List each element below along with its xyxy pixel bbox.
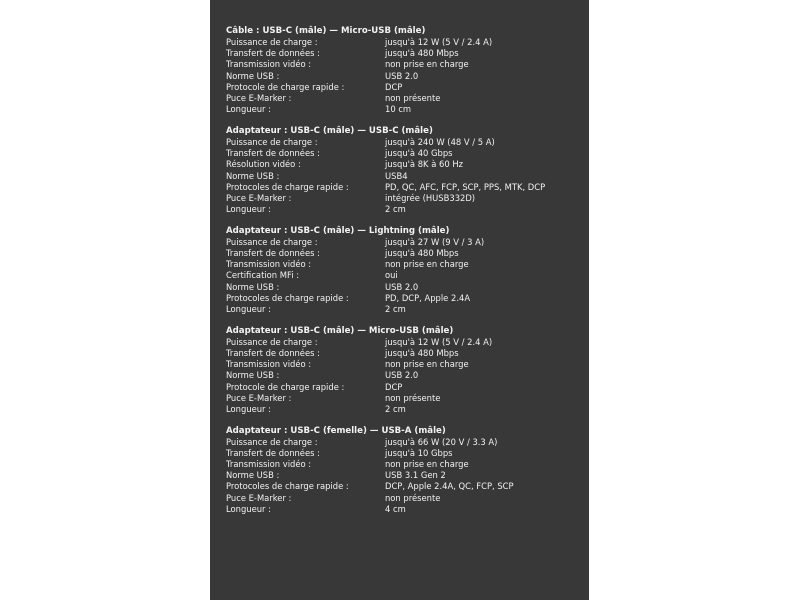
spec-row xyxy=(226,248,581,259)
spec-value: non prise en charge xyxy=(385,459,469,470)
spec-label: Transmission vidéo : xyxy=(226,459,312,470)
spec-row xyxy=(226,459,581,470)
spec-row xyxy=(226,393,581,404)
spec-row xyxy=(226,359,581,370)
spec-label: Longueur : xyxy=(226,203,271,214)
spec-row xyxy=(226,259,581,270)
spec-value: jusqu'à 480 Mbps xyxy=(385,248,459,259)
spec-label: Norme USB : xyxy=(226,370,280,381)
spec-label: Puce E-Marker : xyxy=(226,392,292,403)
spec-value: USB4 xyxy=(385,170,408,181)
section-title: Adaptateur : USB-C (femelle) — USB-A (mâle) xyxy=(226,425,446,436)
spec-row xyxy=(226,270,581,281)
spec-row xyxy=(226,304,581,315)
spec-value: jusqu'à 12 W (5 V / 2.4 A) xyxy=(385,337,493,348)
spec-row xyxy=(226,71,581,82)
spec-label: Protocoles de charge rapide : xyxy=(226,181,349,192)
spec-section xyxy=(226,126,581,215)
spec-row xyxy=(226,382,581,393)
spec-label: Protocoles de charge rapide : xyxy=(226,481,349,492)
spec-value: jusqu'à 240 W (48 V / 5 A) xyxy=(385,137,495,148)
spec-row xyxy=(226,48,581,59)
spec-value: USB 2.0 xyxy=(385,370,419,381)
spec-row xyxy=(226,470,581,481)
spec-section xyxy=(226,326,581,415)
spec-value: non prise en charge xyxy=(385,359,469,370)
spec-value: DCP xyxy=(385,81,403,92)
spec-value: 2 cm xyxy=(385,403,406,414)
spec-label: Puce E-Marker : xyxy=(226,192,292,203)
spec-value: DCP xyxy=(385,381,403,392)
spec-row xyxy=(226,193,581,204)
spec-value: jusqu'à 40 Gbps xyxy=(385,148,453,159)
spec-row xyxy=(226,59,581,70)
spec-label: Puissance de charge : xyxy=(226,337,318,348)
spec-row xyxy=(226,293,581,304)
spec-row xyxy=(226,404,581,415)
spec-label: Longueur : xyxy=(226,303,271,314)
spec-label: Norme USB : xyxy=(226,70,280,81)
spec-row xyxy=(226,159,581,170)
spec-row xyxy=(226,171,581,182)
spec-label: Transmission vidéo : xyxy=(226,259,312,270)
spec-label: Transfert de données : xyxy=(226,48,320,59)
spec-row xyxy=(226,104,581,115)
spec-value: jusqu'à 480 Mbps xyxy=(385,48,459,59)
spec-row xyxy=(226,237,581,248)
spec-value: non présente xyxy=(385,92,441,103)
spec-label: Puissance de charge : xyxy=(226,237,318,248)
spec-row xyxy=(226,493,581,504)
spec-value: 10 cm xyxy=(385,103,412,114)
spec-value: jusqu'à 27 W (9 V / 3 A) xyxy=(385,237,485,248)
spec-row xyxy=(226,504,581,515)
spec-section xyxy=(226,426,581,515)
spec-row xyxy=(226,348,581,359)
spec-value: PD, QC, AFC, FCP, SCP, PPS, MTK, DCP xyxy=(385,181,546,192)
spec-row xyxy=(226,82,581,93)
spec-value: DCP, Apple 2.4A, QC, FCP, SCP xyxy=(385,481,514,492)
spec-value: USB 2.0 xyxy=(385,70,419,81)
spec-label: Longueur : xyxy=(226,103,271,114)
spec-value: non prise en charge xyxy=(385,259,469,270)
spec-label: Longueur : xyxy=(226,503,271,514)
section-title: Adaptateur : USB-C (mâle) — USB-C (mâle) xyxy=(226,125,433,136)
spec-label: Transmission vidéo : xyxy=(226,59,312,70)
spec-label: Transfert de données : xyxy=(226,148,320,159)
spec-row xyxy=(226,448,581,459)
spec-row xyxy=(226,93,581,104)
spec-row xyxy=(226,437,581,448)
spec-value: jusqu'à 8K à 60 Hz xyxy=(385,159,464,170)
spec-label: Certification MFi : xyxy=(226,270,300,281)
spec-label: Puissance de charge : xyxy=(226,137,318,148)
spec-section xyxy=(226,226,581,315)
spec-label: Protocoles de charge rapide : xyxy=(226,292,349,303)
spec-row xyxy=(226,370,581,381)
spec-list xyxy=(226,26,581,526)
spec-value: non présente xyxy=(385,492,441,503)
spec-value: USB 2.0 xyxy=(385,281,419,292)
spec-row xyxy=(226,481,581,492)
spec-row xyxy=(226,148,581,159)
spec-value: 2 cm xyxy=(385,303,406,314)
spec-label: Puce E-Marker : xyxy=(226,492,292,503)
spec-label: Transfert de données : xyxy=(226,448,320,459)
spec-row xyxy=(226,182,581,193)
spec-label: Transfert de données : xyxy=(226,248,320,259)
spec-label: Puissance de charge : xyxy=(226,437,318,448)
spec-label: Longueur : xyxy=(226,403,271,414)
spec-panel xyxy=(210,0,589,600)
spec-value: PD, DCP, Apple 2.4A xyxy=(385,292,471,303)
spec-label: Norme USB : xyxy=(226,470,280,481)
spec-label: Norme USB : xyxy=(226,281,280,292)
spec-row xyxy=(226,337,581,348)
spec-row xyxy=(226,137,581,148)
spec-value: 4 cm xyxy=(385,503,406,514)
spec-row xyxy=(226,37,581,48)
spec-label: Transfert de données : xyxy=(226,348,320,359)
spec-label: Puce E-Marker : xyxy=(226,92,292,103)
spec-label: Protocole de charge rapide : xyxy=(226,81,345,92)
spec-value: intégrée (HUSB332D) xyxy=(385,192,476,203)
spec-label: Résolution vidéo : xyxy=(226,159,301,170)
section-title: Adaptateur : USB-C (mâle) — Micro-USB (mâle) xyxy=(226,325,454,336)
spec-label: Protocole de charge rapide : xyxy=(226,381,345,392)
spec-row xyxy=(226,282,581,293)
spec-value: USB 3.1 Gen 2 xyxy=(385,470,446,481)
spec-value: jusqu'à 10 Gbps xyxy=(385,448,453,459)
spec-row xyxy=(226,204,581,215)
spec-value: jusqu'à 12 W (5 V / 2.4 A) xyxy=(385,37,493,48)
section-title: Câble : USB-C (mâle) — Micro-USB (mâle) xyxy=(226,26,426,36)
spec-value: jusqu'à 480 Mbps xyxy=(385,348,459,359)
spec-value: 2 cm xyxy=(385,203,406,214)
spec-label: Norme USB : xyxy=(226,170,280,181)
spec-label: Transmission vidéo : xyxy=(226,359,312,370)
spec-section xyxy=(226,26,581,115)
spec-label: Puissance de charge : xyxy=(226,37,318,48)
spec-value: jusqu'à 66 W (20 V / 3.3 A) xyxy=(385,437,498,448)
spec-value: oui xyxy=(385,270,398,281)
section-title: Adaptateur : USB-C (mâle) — Lightning (mâle) xyxy=(226,225,450,236)
spec-value: non présente xyxy=(385,392,441,403)
spec-value: non prise en charge xyxy=(385,59,469,70)
